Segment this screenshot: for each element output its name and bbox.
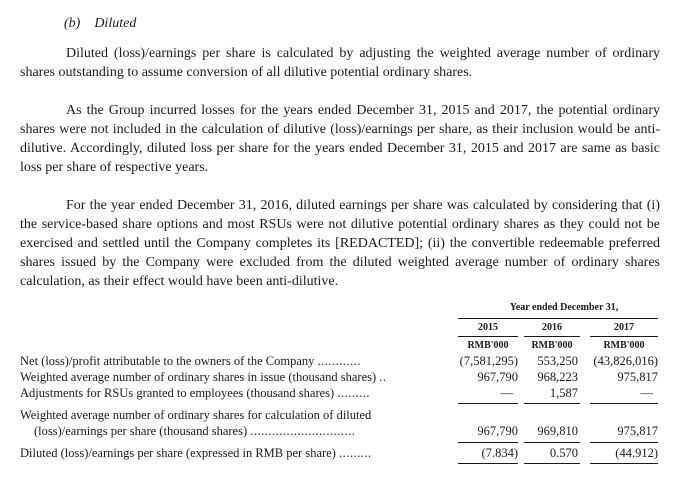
paragraph-dilution-definition: Diluted (loss)/earnings per share is calculated by adjusting the weighted average number of ordinary shares outstanding to assume conversion of all dilutive potential ordinary shares. bbox=[20, 46, 660, 80]
cell-diluted-shares-2017: 975,817 bbox=[617, 424, 658, 438]
subtotal-rule-2016 bbox=[524, 403, 580, 404]
cell-shares-in-issue-2017: 975,817 bbox=[617, 370, 658, 384]
cell-rsu-adjustment-2017: — bbox=[640, 386, 653, 400]
section-heading: (b) Diluted bbox=[64, 16, 137, 31]
cell-diluted-shares-2015: 967,790 bbox=[477, 424, 518, 438]
eps-rule-2015 bbox=[458, 463, 518, 464]
table-row-label: Diluted (loss)/earnings per share (expressed in RMB per share) ......... bbox=[20, 446, 372, 460]
cell-net-loss-2015: (7,581,295) bbox=[459, 354, 518, 368]
year-header-2015: 2015 bbox=[478, 322, 498, 333]
table-row-label: Net (loss)/profit attributable to the owners of the Company ............ bbox=[20, 354, 362, 368]
paragraph-anti-dilutive-losses: As the Group incurred losses for the years ended December 31, 2015 and 2017, the potential ordinary shares were not included in the calculation of dilutive (loss)/earnings per share, as their inclusion would be anti-dilutive. Accordingly, diluted loss per share for the years ended December 31, 2015 and 2017 are same as basic loss per share of respective years. bbox=[20, 103, 660, 175]
eps-rule-2017 bbox=[590, 463, 658, 464]
cell-net-loss-2016: 553,250 bbox=[537, 354, 578, 368]
diluted-shares-rule-2015 bbox=[458, 442, 518, 443]
cell-diluted-eps-2017: (44.912) bbox=[615, 446, 658, 460]
year-header-2017: 2017 bbox=[614, 322, 634, 333]
cell-diluted-eps-2015: (7.834) bbox=[481, 446, 518, 460]
subtotal-rule-2017 bbox=[590, 403, 658, 404]
diluted-shares-rule-2016 bbox=[524, 442, 580, 443]
cell-diluted-eps-2016: 0.570 bbox=[549, 446, 578, 460]
cell-rsu-adjustment-2016: 1,587 bbox=[549, 386, 578, 400]
subtotal-rule-2015 bbox=[458, 403, 518, 404]
diluted-shares-rule-2017 bbox=[590, 442, 658, 443]
paragraph-2016-diluted-earnings: For the year ended December 31, 2016, diluted earnings per share was calculated by considering that (i) the service-based share options and most RSUs were not dilutive potential ordinary shares as they could not be exercised and settled until the Company completes its [REDACTED]; (ii) the convertible redeemable preferred shares issued by the Company were excluded from the diluted weighted average number of ordinary shares calculation, as their effect would have been anti-dilutive. bbox=[20, 198, 660, 289]
cell-rsu-adjustment-2015: — bbox=[500, 386, 513, 400]
table-row-label: Weighted average number of ordinary shares in issue (thousand shares) .. bbox=[20, 370, 387, 384]
table-period-header: Year ended December 31, bbox=[509, 302, 619, 313]
cell-diluted-shares-2016: 969,810 bbox=[537, 424, 578, 438]
year-underline-2017 bbox=[590, 336, 658, 337]
cell-shares-in-issue-2016: 968,223 bbox=[537, 370, 578, 384]
cell-shares-in-issue-2015: 967,790 bbox=[477, 370, 518, 384]
table-row-label: Weighted average number of ordinary shares for calculation of diluted bbox=[20, 408, 372, 422]
unit-header-2017: RMB'000 bbox=[603, 340, 645, 351]
year-header-2016: 2016 bbox=[542, 322, 562, 333]
year-underline-2015 bbox=[458, 336, 518, 337]
table-row-label: Adjustments for RSUs granted to employees (thousand shares) ......... bbox=[20, 386, 370, 400]
period-header-underline bbox=[458, 318, 658, 319]
cell-net-loss-2017: (43,826,016) bbox=[593, 354, 658, 368]
year-underline-2016 bbox=[524, 336, 580, 337]
table-row-label-continued: (loss)/earnings per share (thousand shares) ............................. bbox=[34, 424, 356, 438]
eps-rule-2016 bbox=[524, 463, 580, 464]
unit-header-2016: RMB'000 bbox=[531, 340, 573, 351]
unit-header-2015: RMB'000 bbox=[467, 340, 509, 351]
